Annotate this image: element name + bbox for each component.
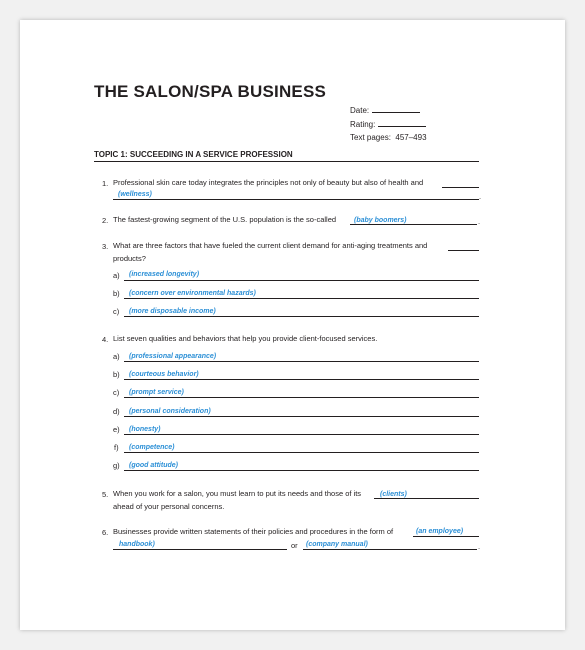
q1-number: 1. — [102, 179, 109, 188]
q6-answer1-part2: handbook) — [119, 541, 155, 548]
page-title: THE SALON/SPA BUSINESS — [94, 82, 327, 101]
text-pages-field — [350, 133, 427, 142]
q5-answer: (clients) — [380, 491, 407, 498]
rating-blank — [378, 119, 426, 127]
q4-item-b-line — [124, 379, 479, 380]
q1-period: . — [479, 192, 482, 201]
q4-item-a-line — [124, 361, 479, 362]
q1-answer-line — [113, 199, 479, 200]
q1-text: Professional skin care today integrates the principles not only of beauty but also of health and — [113, 178, 424, 187]
q4-item-f-label: f) — [114, 443, 119, 452]
topic-heading: TOPIC 1: SUCCEEDING IN A SERVICE PROFESSION — [94, 150, 479, 162]
q4-item-g-line — [124, 470, 479, 471]
q3-item-b-answer: (concern over environmental hazards) — [129, 290, 256, 297]
q1-blank-end — [442, 187, 479, 188]
q3-item-c-answer: (more disposable income) — [129, 308, 216, 315]
q4-item-a-label: a) — [113, 352, 120, 361]
date-field — [350, 105, 420, 115]
q6-answer1-part1: (an employee) — [416, 528, 464, 535]
q3-item-a-label: a) — [113, 271, 120, 280]
q3-blank-end — [448, 250, 479, 251]
q4-item-e-answer: (honesty) — [129, 426, 161, 433]
q4-item-g-answer: (good attitude) — [129, 462, 178, 469]
q4-item-f-answer: (competence) — [129, 444, 175, 451]
q6-or: or — [291, 541, 298, 550]
q4-item-e-line — [124, 434, 479, 435]
q3-item-b-line — [124, 298, 479, 299]
q2-answer: (baby boomers) — [354, 217, 407, 224]
text-pages-value: 457–493 — [395, 133, 427, 142]
q2-text: The fastest-growing segment of the U.S. population is the so-called — [113, 215, 337, 224]
date-blank — [372, 105, 420, 113]
q6-text-line1: Businesses provide written statements of their policies and procedures in the form of — [113, 527, 394, 536]
q5-text-line1: When you work for a salon, you must learn to put its needs and those of its — [113, 489, 362, 498]
q4-item-f-line — [124, 452, 479, 453]
q6-answer2-line — [303, 549, 477, 550]
q3-number: 3. — [102, 242, 109, 251]
q6-answer1-line-b — [113, 549, 287, 550]
rating-label: Rating: — [350, 120, 376, 129]
q2-number: 2. — [102, 216, 109, 225]
q6-period: . — [478, 542, 481, 551]
q3-text-line1: What are three factors that have fueled the current client demand for anti-aging treatments and — [113, 241, 428, 250]
q2-period: . — [478, 217, 481, 226]
q3-item-b-label: b) — [113, 289, 120, 298]
rating-field — [350, 119, 426, 129]
q2-answer-line — [350, 224, 477, 225]
q5-number: 5. — [102, 490, 109, 499]
q4-item-d-answer: (personal consideration) — [129, 408, 211, 415]
q4-item-b-answer: (courteous behavior) — [129, 371, 199, 378]
q4-item-c-line — [124, 397, 479, 398]
q3-item-a-line — [124, 280, 479, 281]
q4-item-a-answer: (professional appearance) — [129, 353, 217, 360]
q4-item-g-label: g) — [113, 461, 120, 470]
q3-item-c-label: c) — [113, 307, 120, 316]
q4-item-c-label: c) — [113, 388, 120, 397]
q4-item-d-label: d) — [113, 407, 120, 416]
q3-item-a-answer: (increased longevity) — [129, 271, 200, 278]
q3-item-c-line — [124, 316, 479, 317]
q4-item-d-line — [124, 416, 479, 417]
q4-number: 4. — [102, 335, 109, 344]
q6-number: 6. — [102, 528, 109, 537]
q1-answer: (wellness) — [118, 191, 152, 198]
q5-text-line2: ahead of your personal concerns. — [113, 502, 225, 511]
date-label: Date: — [350, 106, 370, 115]
q5-answer-line — [374, 498, 479, 499]
q6-answer1-line-a — [413, 536, 479, 537]
q4-item-e-label: e) — [113, 425, 120, 434]
q4-item-b-label: b) — [113, 370, 120, 379]
q3-text-line2: products? — [113, 254, 146, 263]
q6-answer2: (company manual) — [306, 541, 368, 548]
text-pages-label: Text pages: — [350, 133, 391, 142]
document-page — [20, 20, 565, 630]
q4-item-c-answer: (prompt service) — [129, 389, 184, 396]
q4-text: List seven qualities and behaviors that help you provide client-focused services. — [113, 334, 378, 343]
